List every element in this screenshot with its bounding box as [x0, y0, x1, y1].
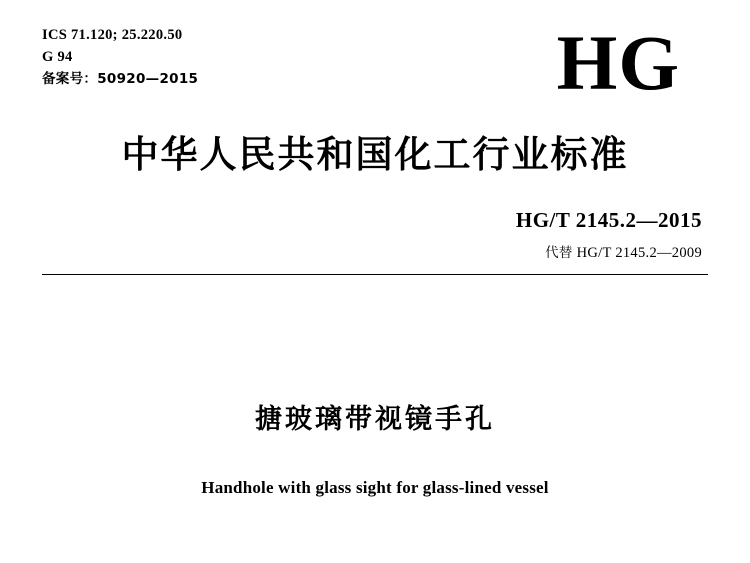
cover-header — [42, 19, 708, 106]
replaces-standard-number: HG/T 2145.2—2009 — [576, 245, 702, 262]
standard-name-cn: 中华人民共和国化工行业标准 — [121, 133, 629, 177]
subject-title-en: Handhole with glass sight for glass-lined vessel — [201, 478, 549, 498]
classification-code: G 94 — [42, 49, 73, 66]
subject-title-cn: 搪玻璃带视镜手孔 — [255, 404, 495, 436]
standard-number: HG/T 2145.2—2015 — [515, 208, 702, 233]
classification-codes — [42, 22, 198, 90]
replaces-line — [42, 241, 702, 262]
header-divider — [42, 274, 708, 275]
ics-code: ICS 71.120; 25.220.50 — [42, 27, 183, 43]
standard-number-block — [42, 208, 708, 262]
hg-logo: HG — [556, 19, 680, 106]
record-number: 备案号：50920—2015 — [42, 70, 199, 87]
replaces-label: 代替 — [545, 245, 573, 262]
